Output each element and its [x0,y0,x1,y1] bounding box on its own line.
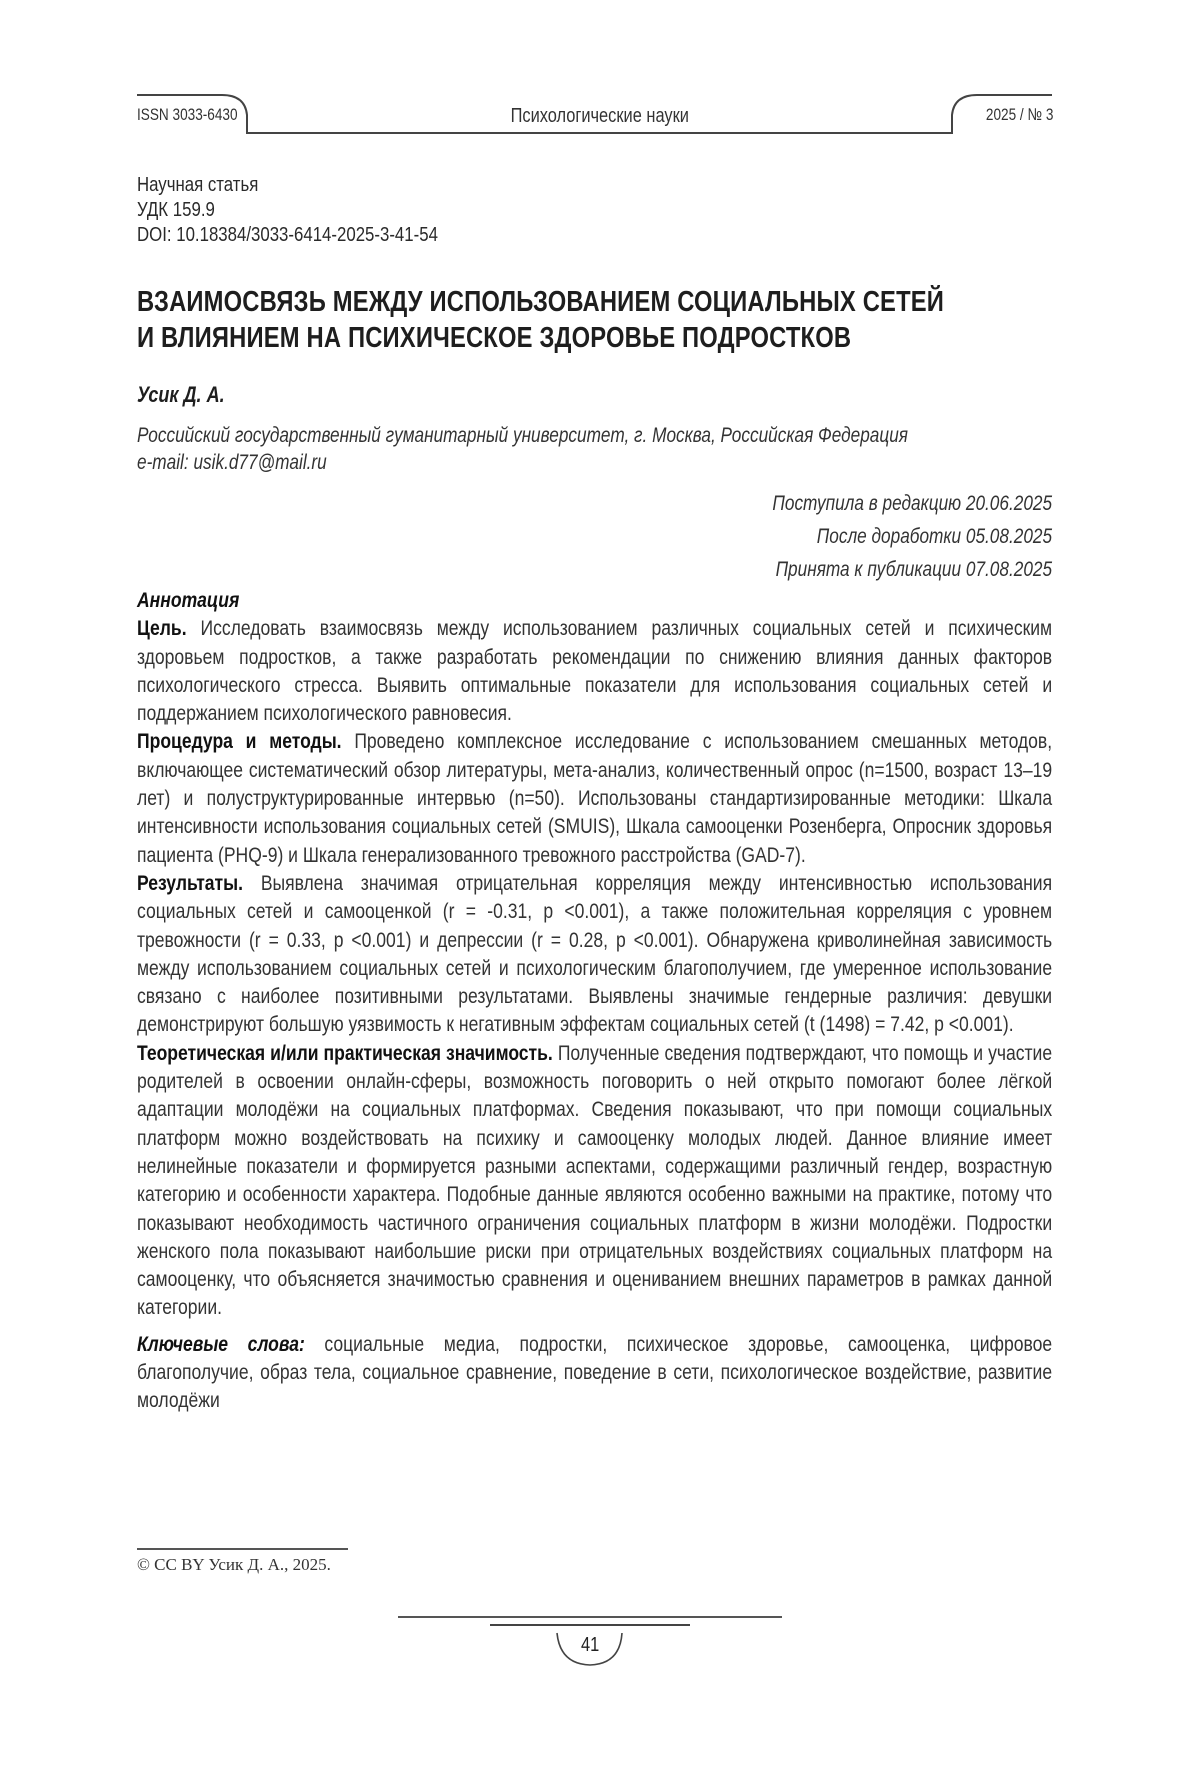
aim-label: Цель. [137,616,187,641]
aim-text: Исследовать взаимосвязь между использованием различных социальных сетей и психическим здоровьем подростков, а также разработать рекомендации по снижению влияния данных факторов психологического стресса. Выявить оптимальные показатели для использования социальных сетей и поддержанием психологического равновесия. [137,616,1053,726]
author-name: Усик Д. А. [137,382,225,407]
publication-dates [711,487,1052,586]
page-number [560,1634,620,1657]
article-type: Научная статья [137,173,259,196]
abstract-significance [137,1039,1052,1322]
results-label: Результаты. [137,870,243,895]
date-accepted: Принята к публикации 07.08.2025 [775,558,1052,581]
author-affiliation-block [137,422,1105,476]
abstract-results [137,869,1052,1039]
article-meta [137,172,1052,247]
affiliation: Российский государственный гуманитарный университет, г. Москва, Российская Федерация [137,424,909,447]
abstract-methods [137,727,1052,868]
methods-text: Проведено комплексное исследование с использованием смешанных методов, включающее систематический обзор литературы, мета-анализ, количественный опрос (n=1500, возраст 13–19 лет) и полуструктурированные интервью (n=50). Использованы стандартизированные методики: Шкала интенсивности использования социальных сетей (SMUIS), Шкала самооценки Розенберга, Опросник здоровья пациента (PHQ-9) и Шкала генерализованного тревожного расстройства (GAD-7). [137,729,1053,867]
udc: УДК 159.9 [137,198,215,221]
results-text: Выявлена значимая отрицательная корреляция между интенсивностью использования социальных сетей и самооценкой (r = -0.31, p <0.001), а также положительная корреляция с уровнем тревожности (r = 0.33, p <0.001) и депрессии (r = 0.28, p <0.001). Обнаружена криволинейная зависимость между использованием социальных сетей и психологическим благополучием, где умеренное использование связано с наиболее позитивными результатами. Выявлены значимые гендерные различия: девушки демонстрируют большую уязвимость к негативным эффектам социальных сетей (t (1498) = 7.42, p <0.001). [137,870,1053,1037]
keywords-label: Ключевые слова: [137,1331,305,1356]
issue-number [969,105,1053,125]
page-number-text: 41 [580,1634,600,1656]
author-email[interactable]: e-mail: usik.d77@mail.ru [137,451,327,474]
doi[interactable]: DOI: 10.18384/3033-6414-2025-3-41-54 [137,223,438,246]
date-received: Поступила в редакцию 20.06.2025 [772,492,1052,515]
copyright-notice: © CC BY Усик Д. А., 2025. [137,1555,331,1574]
abstract-aim [137,614,1052,727]
significance-text: Полученные сведения подтверждают, что помощь и участие родителей в освоении онлайн-сферы, возможность поговорить о ней открыто помогают более лёгкой адаптации молодёжи на социальных платформах. Сведения показывают, что при помощи социальных платформ можно воздействовать на психику и самооценку молодых людей. Данное влияние имеет нелинейные показатели и формируется разными аспектами, содержащими различный гендер, возрастную категорию и особенности характера. Подобные данные являются особенно важными на практике, потому что показывают необходимость частичного ограничения социальных платформ в жизни молодёжи. Подростки женского пола показывают наибольшие риски при отрицательных воздействиях социальных платформ на самооценку, что объясняется значимостью сравнения и оцениванием внешних параметров в рамках данной категории. [137,1040,1053,1320]
header-rule [0,0,1200,160]
significance-label: Теоретическая и/или практическая значимость. [137,1040,553,1065]
abstract [137,586,1052,1415]
issue-number-text: 2025 / № 3 [985,105,1053,124]
methods-label: Процедура и методы. [137,729,342,754]
issn-text: ISSN 3033-6430 [137,105,238,124]
journal-title-text: Психологические науки [510,105,690,127]
keywords-text: социальные медиа, подростки, психическое здоровье, самооценка, цифровое благополучие, образ тела, социальное сравнение, поведение в сети, психологическое воздействие, развитие молодёжи [137,1331,1053,1413]
article-title [137,284,1105,356]
keywords [137,1330,1052,1415]
footnote-divider [137,1548,348,1550]
date-revised: После доработки 05.08.2025 [816,525,1052,548]
abstract-heading: Аннотация [137,588,240,612]
title-line-1: ВЗАИМОСВЯЗЬ МЕЖДУ ИСПОЛЬЗОВАНИЕМ СОЦИАЛЬНЫХ СЕТЕЙ [137,286,945,318]
title-line-2: И ВЛИЯНИЕМ НА ПСИХИЧЕСКОЕ ЗДОРОВЬЕ ПОДРОСТКОВ [137,322,852,354]
